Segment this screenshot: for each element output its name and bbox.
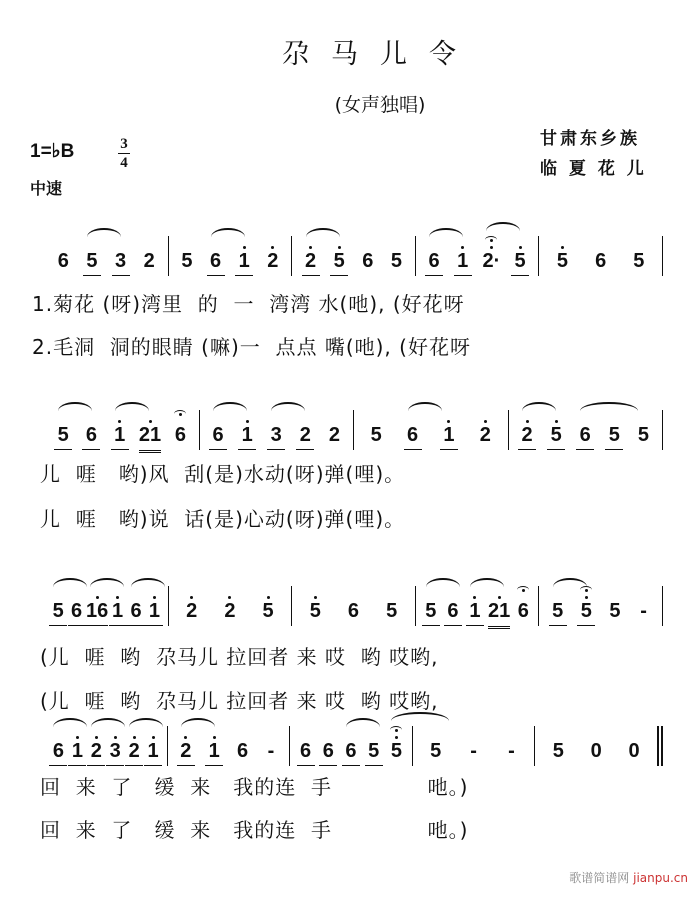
measure [289,726,412,766]
lyric-line-verse-1: 回 来 了 缓 来 我的连 手 吔。) [40,775,469,799]
note: 6 [68,600,86,626]
note: 1 [111,424,129,450]
note: 5 [577,600,595,626]
staff-system [45,586,663,626]
octave-dot [96,596,99,599]
fermata-icon [174,410,186,418]
note: 6 [425,250,443,276]
slur [426,578,460,596]
note: 6 [82,424,100,450]
note: 5 [637,424,649,446]
measure [291,236,415,276]
note: 5 [605,424,623,450]
note: 6 [57,250,69,272]
staff-system [45,726,663,766]
octave-dot [473,596,476,599]
note: 3 [112,250,130,276]
measure [412,726,535,766]
note: - [267,740,275,762]
note: 2 [296,424,314,450]
subtitle: (女声独唱) [334,94,426,116]
octave-dot [76,736,79,739]
measure [45,236,168,276]
octave-dot [555,420,558,423]
octave-dot [213,736,216,739]
measure [508,410,664,450]
note: 5 [330,250,348,276]
octave-dot [153,596,156,599]
slur [346,718,380,736]
note: 6 [362,250,374,272]
measure [167,726,290,766]
note: 6 [49,740,67,766]
note: 6 [237,740,249,762]
octave-dot [152,736,155,739]
note: 5 [370,424,382,446]
measure [199,410,354,450]
octave-dot [447,420,450,423]
note: 6 [209,424,227,450]
note: 1 [109,600,127,626]
slur [306,228,340,246]
octave-dot [116,596,119,599]
slur [131,578,165,596]
lyric-line-verse-1: (儿 啀 哟 尕马儿 拉回者 来 哎 哟 哎哟, [40,645,439,669]
note: 6 [595,250,607,272]
slur [87,228,121,246]
octave-dot [271,246,274,249]
note: 6 [297,740,315,766]
measure [291,586,415,626]
octave-dot [484,420,487,423]
note: 5 [259,600,277,626]
lyric-line-verse-2: (儿 啀 哟 尕马儿 拉回者 来 哎 哟 哎哟, [40,689,439,713]
time-signature [118,136,130,171]
note: 6 [127,600,145,626]
octave-dot [149,420,152,423]
note: 21 [139,424,161,450]
note: 5 [430,740,442,762]
octave-dot [561,246,564,249]
note: 5 [365,740,383,766]
slur [213,402,247,420]
slur [429,228,463,246]
song-title: 尕马儿令 [282,39,478,70]
lyric-line-verse-2: 儿 啀 哟)说 话(是)心动(呀)弹(哩)。 [40,507,406,531]
slur [115,402,149,420]
octave-dot [228,596,231,599]
slur [181,718,215,736]
note: 6 [444,600,462,626]
note: 5 [83,250,101,276]
slur [271,402,305,420]
note: 5 [49,600,67,626]
note: 2 [302,250,320,276]
note: 1 [454,250,472,276]
octave-dot [118,420,121,423]
note: 2 [518,424,536,450]
measure [534,726,663,766]
note: 1 [205,740,223,766]
octave-dot [190,596,193,599]
fermata-icon [517,586,529,594]
fermata-icon [580,586,592,594]
note: 16 [86,600,108,626]
slur [58,402,92,420]
note: 5 [609,600,621,622]
octave-dot [490,246,493,249]
note: 2 [125,740,143,766]
note: - [640,600,647,622]
octave-dot [133,736,136,739]
note: 5 [552,740,564,762]
credit-origin: 甘肃东乡族 [540,129,640,149]
octave-dot [461,246,464,249]
note: 6 [207,250,225,276]
fraction-bar [118,153,130,154]
note: 5 [390,250,402,272]
note: 5 [633,250,645,272]
note: 0 [590,740,602,762]
note: 5 [547,424,565,450]
note: - [470,740,477,762]
lyric-line-verse-2: 回 来 了 缓 来 我的连 手 吔。) [40,818,469,842]
note: 2 [328,424,340,446]
note: 2 [87,740,105,766]
note: 2 [143,250,155,272]
slur [522,402,556,420]
tempo-marking: 中速 [30,179,63,198]
measure [45,586,168,626]
octave-dot [95,736,98,739]
slur [580,402,638,420]
lyric-line-verse-1: 儿 啀 哟)风 刮(是)水动(呀)弹(哩)。 [40,462,406,486]
note: 1 [466,600,484,626]
slur [408,402,442,420]
note: 6 [576,424,594,450]
octave-dot [246,420,249,423]
octave-dot [585,596,588,599]
measure [415,236,539,276]
measure [353,410,508,450]
slur [91,718,125,736]
note: 3 [106,740,124,766]
slur [90,578,124,596]
measure [415,586,539,626]
octave-dot [526,420,529,423]
note: 6 [342,740,360,766]
slur [53,718,87,736]
octave-dot [114,736,117,739]
slur [129,718,163,736]
measure [538,236,663,276]
note: 3 [267,424,285,450]
note: 1 [68,740,86,766]
note: 1 [145,600,163,626]
note: 2· [482,250,500,276]
slur [486,222,520,240]
note: 5 [549,600,567,626]
note: 6 [347,600,360,622]
octave-dot [519,246,522,249]
measure [538,586,663,626]
watermark-url: jianpu.cn [633,871,688,885]
slur [53,578,87,596]
note: 5 [306,600,324,626]
measure [168,236,292,276]
octave-dot [184,736,187,739]
measure [168,586,292,626]
measure [45,726,167,766]
octave-dot [338,246,341,249]
key-signature: 1=♭B [30,141,75,162]
slur [391,712,449,730]
note: 5 [553,250,571,276]
measure [45,410,199,450]
note: 5 [387,740,405,766]
note: - [508,740,515,762]
slur [470,578,504,596]
note: 5 [54,424,72,450]
time-bottom: 4 [120,155,128,171]
note: 5 [386,600,398,622]
note: 6 [171,424,189,450]
note: 5 [181,250,193,272]
note: 0 [628,740,640,762]
credit-genre: 临 夏 花 儿 [540,159,647,179]
note: 2 [183,600,201,626]
note: 1 [235,250,253,276]
watermark-cn: 歌谱简谱网 [569,871,630,885]
staff-system [45,410,663,450]
lyric-line-verse-1: 1.菊花 (呀)湾里 的 一 湾湾 水(吔), (好花呀 [32,292,465,316]
note: 2 [476,424,494,450]
octave-dot [395,736,398,739]
note: 6 [514,600,532,626]
octave-dot [314,596,317,599]
octave-dot [267,596,270,599]
note: 1 [238,424,256,450]
note: 1 [144,740,162,766]
staff-system [45,236,663,276]
watermark [569,869,688,886]
note: 6 [404,424,422,450]
octave-dot [498,596,501,599]
note: 5 [511,250,529,276]
slur [211,228,245,246]
note: 1 [440,424,458,450]
note: 2 [264,250,282,276]
octave-dot [243,246,246,249]
lyric-line-verse-2: 2.毛洞 洞的眼睛 (嘛)一 点点 嘴(吔), (好花呀 [32,335,471,359]
octave-dot [309,246,312,249]
time-top: 3 [120,136,128,152]
note: 5 [422,600,440,626]
note: 6 [319,740,337,766]
note: 2 [177,740,195,766]
note: 2 [221,600,239,626]
note: 21 [488,600,510,626]
